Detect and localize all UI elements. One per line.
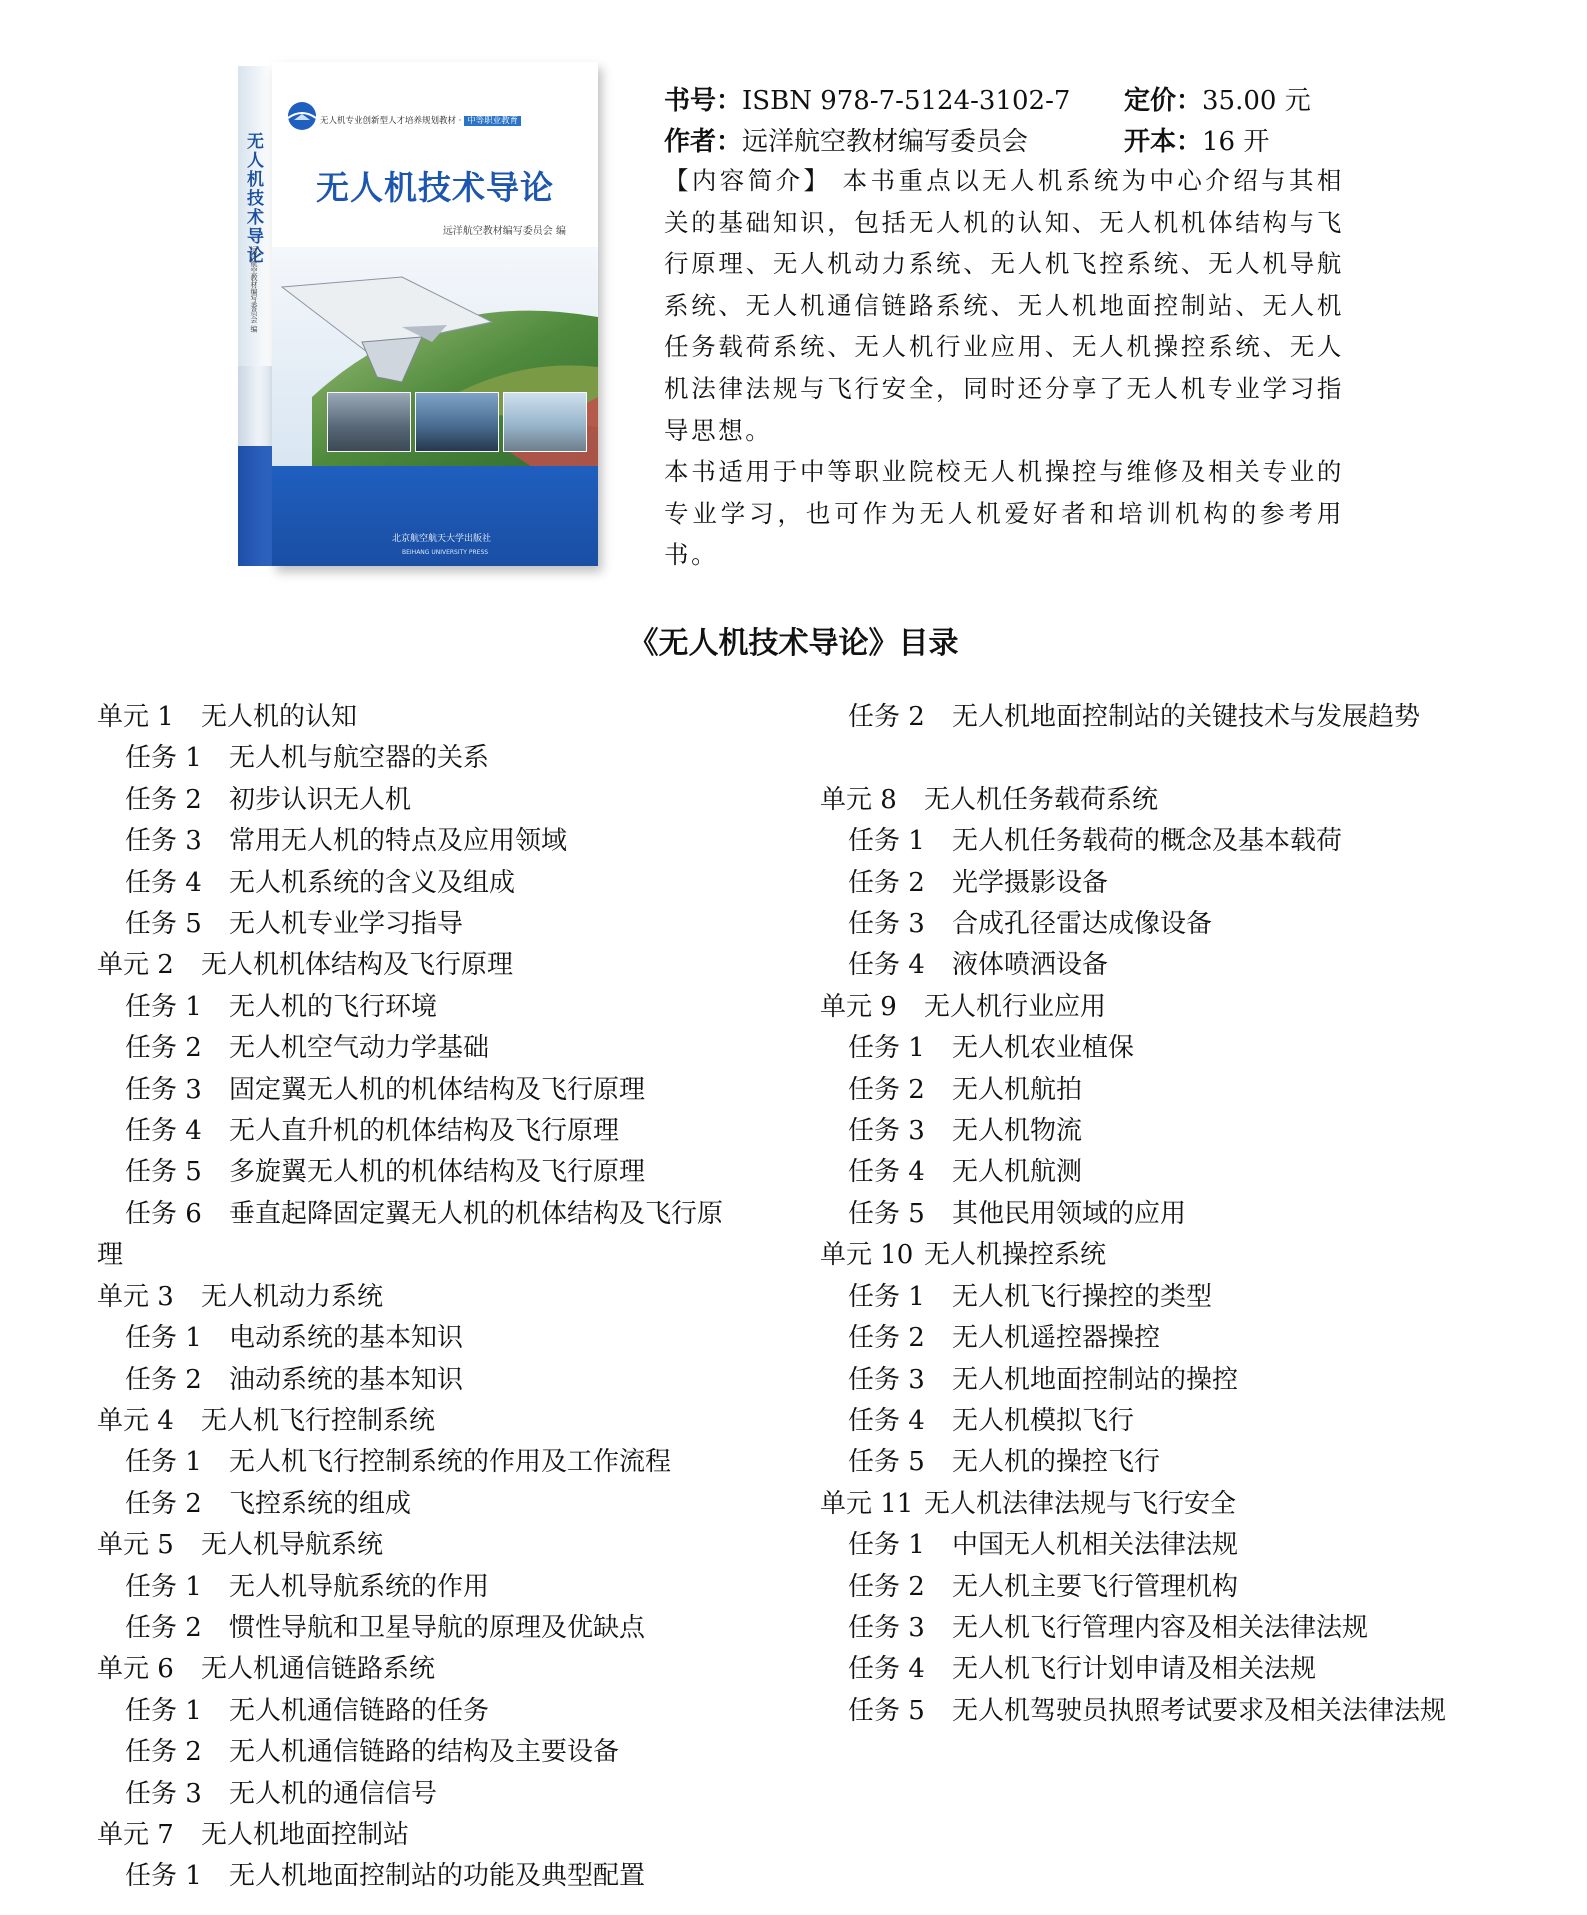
toc-unit-title: 无人机法律法规与飞行安全 — [924, 1488, 1237, 1519]
toc-unit-row — [97, 1649, 777, 1690]
toc-task-title: 无人机主要飞行管理机构 — [952, 1571, 1239, 1602]
toc-task-number: 任务 2 — [125, 1612, 202, 1643]
toc-task-number: 任务 4 — [125, 867, 202, 898]
toc-unit-number: 单元 5 — [97, 1530, 174, 1561]
toc-task-row — [97, 863, 777, 904]
book-introduction — [664, 160, 1344, 576]
toc-task-title: 无人机模拟飞行 — [952, 1405, 1135, 1436]
toc-task-number: 任务 3 — [848, 1116, 925, 1147]
toc-unit-row — [97, 1277, 777, 1318]
toc-task-number: 任务 1 — [125, 743, 202, 774]
toc-task-row — [820, 1194, 1520, 1235]
toc-task-title: 无人机地面控制站的功能及典型配置 — [229, 1861, 646, 1892]
toc-task-row — [97, 1774, 777, 1815]
toc-task-number: 任务 2 — [125, 1488, 202, 1519]
toc-task-row — [820, 1277, 1520, 1318]
toc-task-row — [820, 1442, 1520, 1483]
toc-task-title: 合成孔径雷达成像设备 — [952, 909, 1213, 940]
toc-task-row — [820, 1401, 1520, 1442]
toc-task-number: 任务 5 — [125, 909, 202, 940]
toc-task-row — [97, 1028, 777, 1069]
toc-task-title: 无人机通信链路的结构及主要设备 — [229, 1737, 620, 1768]
toc-task-number: 任务 2 — [848, 867, 925, 898]
toc-task-row — [820, 1111, 1520, 1152]
toc-task-title: 无人机与航空器的关系 — [229, 743, 490, 774]
toc-task-row — [97, 1070, 777, 1111]
toc-task-number: 任务 3 — [125, 1074, 202, 1105]
toc-task-row — [97, 1608, 777, 1649]
spine-title: 无人机技术导论 — [243, 132, 263, 265]
toc-task-number: 任务 4 — [125, 1116, 202, 1147]
toc-task-row — [820, 1691, 1520, 1732]
toc-task-number: 任务 3 — [125, 826, 202, 857]
toc-task-number: 任务 1 — [125, 1571, 202, 1602]
toc-task-title: 无人机地面控制站的关键技术与发展趋势 — [952, 702, 1421, 732]
toc-unit-title: 无人机任务载荷系统 — [924, 784, 1159, 815]
toc-unit-row — [820, 1484, 1520, 1525]
toc-unit-title: 无人机的认知 — [201, 702, 358, 732]
toc-unit-row — [820, 1235, 1520, 1276]
toc-task-row — [820, 1649, 1520, 1690]
toc-task-title: 无人机空气动力学基础 — [229, 1033, 490, 1064]
toc-unit-row — [97, 1401, 777, 1442]
toc-unit-number: 单元 11 — [820, 1488, 914, 1519]
cover-author: 远洋航空教材编写委员会 编 — [442, 226, 566, 237]
toc-task-row — [97, 780, 777, 821]
toc-task-number: 任务 4 — [848, 950, 925, 981]
toc-task-row — [820, 1318, 1520, 1359]
toc-task-title: 中国无人机相关法律法规 — [952, 1530, 1239, 1561]
toc-title: 《无人机技术导论》目录 — [628, 626, 959, 661]
toc-task-number: 任务 2 — [848, 1074, 925, 1105]
toc-task-row — [97, 987, 777, 1028]
price-value: 35.00 元 — [1202, 86, 1311, 116]
cover-photo-2 — [415, 392, 499, 452]
toc-task-number: 任务 2 — [125, 1033, 202, 1064]
cover-series-text: 无人机专业创新型人才培养规划教材 · — [320, 116, 465, 126]
spine-author: 远洋航空教材编写委员会 编 — [250, 246, 258, 333]
toc-task-title: 常用无人机的特点及应用领域 — [229, 826, 568, 857]
toc-task-title: 电动系统的基本知识 — [229, 1323, 464, 1354]
toc-task-number: 任务 1 — [848, 1033, 925, 1064]
author-label: 作者： — [664, 127, 743, 157]
toc-task-row — [97, 1318, 777, 1359]
toc-task-number: 任务 2 — [125, 1737, 202, 1768]
isbn-value: ISBN 978-7-5124-3102-7 — [742, 86, 1071, 116]
toc-unit-row — [820, 780, 1520, 821]
price-line — [1124, 80, 1311, 117]
toc-task-title: 无人机导航系统的作用 — [229, 1571, 490, 1602]
series-logo-icon — [284, 98, 320, 134]
toc-task-title: 无人机航拍 — [952, 1074, 1083, 1105]
toc-task-row — [97, 1567, 777, 1608]
toc-task-number: 任务 4 — [848, 1157, 925, 1188]
toc-task-number: 任务 1 — [848, 826, 925, 857]
toc-task-row — [97, 1152, 777, 1193]
toc-task-row — [820, 863, 1520, 904]
toc-unit-title: 无人机飞行控制系统 — [201, 1405, 436, 1436]
cover-photo-1 — [327, 392, 411, 452]
cover-front — [272, 62, 598, 566]
toc-task-row — [820, 821, 1520, 862]
isbn-line — [664, 80, 1070, 117]
toc-task-number: 任务 1 — [848, 1281, 925, 1312]
toc-task-row — [820, 1360, 1520, 1401]
toc-task-row — [820, 697, 1520, 738]
toc-task-row — [97, 821, 777, 862]
toc-task-title: 无人机通信链路的任务 — [229, 1695, 490, 1726]
author-line — [664, 121, 1028, 158]
toc-task-title-continuation: 理 — [97, 1240, 124, 1271]
toc-task-row — [820, 1525, 1520, 1566]
toc-unit-title: 无人机地面控制站 — [201, 1819, 410, 1850]
toc-task-number: 任务 3 — [848, 909, 925, 940]
intro-paragraph-1: 【内容简介】 本书重点以无人机系统为中心介绍与其相关的基础知识，包括无人机的认知、无人机机体结构与飞行原理、无人机动力系统、无人机飞控系统、无人机导航系统、无人机通信链路系统、无人机地面控制站、无人机任务载荷系统、无人机行业应用、无人机操控系统、无人机法律法规与飞行安全，同时还分享了无人机专业学习指导思想。 — [664, 166, 1344, 445]
toc-task-title: 多旋翼无人机的机体结构及飞行原理 — [229, 1157, 646, 1188]
toc-unit-row — [97, 1525, 777, 1566]
publisher-name-en: BEIHANG UNIVERSITY PRESS — [402, 549, 489, 556]
cover-series-tag: 中等职业教育 — [464, 116, 521, 126]
toc-spacer — [820, 738, 1520, 779]
toc-right-column — [820, 697, 1520, 1732]
toc-task-title: 无人机的操控飞行 — [952, 1447, 1161, 1478]
toc-task-title: 无人机遥控器操控 — [952, 1323, 1161, 1354]
toc-task-title: 无人机的飞行环境 — [229, 991, 438, 1022]
toc-task-row — [820, 1152, 1520, 1193]
toc-task-row — [820, 1567, 1520, 1608]
book-cover — [238, 62, 598, 566]
toc-task-title: 液体喷洒设备 — [952, 950, 1109, 981]
toc-task-title: 无人机飞行计划申请及相关法规 — [952, 1654, 1317, 1685]
toc-task-row — [820, 904, 1520, 945]
toc-unit-number: 单元 7 — [97, 1819, 174, 1850]
intro-paragraph-2: 本书适用于中等职业院校无人机操控与维修及相关专业的专业学习，也可作为无人机爱好者和培训机构的参考用书。 — [664, 457, 1344, 570]
toc-task-title: 其他民用领域的应用 — [952, 1198, 1187, 1229]
toc-task-number: 任务 4 — [848, 1654, 925, 1685]
toc-task-row — [97, 1360, 777, 1401]
toc-task-row — [97, 904, 777, 945]
toc-task-number: 任务 2 — [125, 1364, 202, 1395]
spine-bottom-panel — [238, 446, 272, 566]
toc-task-number: 任务 2 — [125, 784, 202, 815]
toc-task-title: 无人机的通信信号 — [229, 1778, 438, 1809]
toc-task-title: 无人直升机的机体结构及飞行原理 — [229, 1116, 620, 1147]
toc-task-title: 光学摄影设备 — [952, 867, 1109, 898]
toc-unit-number: 单元 10 — [820, 1240, 914, 1271]
toc-task-row — [97, 1442, 777, 1483]
book-spine — [238, 66, 272, 562]
toc-task-number: 任务 2 — [848, 1323, 925, 1354]
toc-task-row — [820, 1070, 1520, 1111]
toc-unit-title: 无人机行业应用 — [924, 991, 1107, 1022]
toc-task-number: 任务 5 — [848, 1447, 925, 1478]
toc-unit-title: 无人机操控系统 — [924, 1240, 1107, 1271]
toc-task-number: 任务 1 — [848, 1530, 925, 1561]
cover-series — [320, 114, 521, 126]
toc-task-title: 无人机飞行控制系统的作用及工作流程 — [229, 1447, 672, 1478]
toc-task-row — [97, 1732, 777, 1773]
toc-task-title: 固定翼无人机的机体结构及飞行原理 — [229, 1074, 646, 1105]
toc-task-title: 惯性导航和卫星导航的原理及优缺点 — [229, 1612, 646, 1643]
toc-task-number: 任务 6 — [125, 1198, 202, 1229]
toc-unit-title: 无人机动力系统 — [201, 1281, 384, 1312]
toc-task-title: 无人机飞行管理内容及相关法律法规 — [952, 1612, 1369, 1643]
price-label: 定价： — [1124, 86, 1203, 116]
toc-unit-title: 无人机导航系统 — [201, 1530, 384, 1561]
toc-unit-row — [97, 945, 777, 986]
toc-task-number: 任务 1 — [125, 1447, 202, 1478]
toc-task-title: 无人机地面控制站的操控 — [952, 1364, 1239, 1395]
toc-task-title: 无人机飞行操控的类型 — [952, 1281, 1213, 1312]
toc-task-row — [97, 738, 777, 779]
toc-task-number: 任务 1 — [125, 1323, 202, 1354]
toc-task-row — [820, 945, 1520, 986]
toc-unit-number: 单元 8 — [820, 784, 897, 815]
toc-task-title: 无人机驾驶员执照考试要求及相关法律法规 — [952, 1695, 1447, 1726]
toc-unit-row — [97, 697, 777, 738]
cover-title: 无人机技术导论 — [316, 168, 554, 207]
toc-task-row — [97, 1691, 777, 1732]
toc-task-title: 初步认识无人机 — [229, 784, 412, 815]
toc-task-number: 任务 5 — [848, 1695, 925, 1726]
toc-task-title: 垂直起降固定翼无人机的机体结构及飞行原 — [229, 1198, 724, 1229]
cover-photo-strip — [327, 392, 587, 452]
toc-task-number: 任务 5 — [125, 1157, 202, 1188]
toc-task-row — [97, 1856, 777, 1897]
toc-unit-row — [820, 987, 1520, 1028]
toc-task-row — [97, 1111, 777, 1152]
toc-task-title: 无人机物流 — [952, 1116, 1083, 1147]
format-label: 开本： — [1124, 127, 1203, 157]
toc-task-number: 任务 1 — [125, 1861, 202, 1892]
toc-task-number: 任务 3 — [848, 1364, 925, 1395]
toc-task-number: 任务 3 — [848, 1612, 925, 1643]
toc-unit-title: 无人机机体结构及飞行原理 — [201, 950, 514, 981]
isbn-label: 书号： — [664, 86, 743, 116]
toc-task-number: 任务 3 — [125, 1778, 202, 1809]
toc-left-column — [97, 697, 777, 1898]
toc-task-title: 油动系统的基本知识 — [229, 1364, 464, 1395]
toc-task-row — [820, 1028, 1520, 1069]
toc-task-title: 无人机任务载荷的概念及基本载荷 — [952, 826, 1343, 857]
toc-task-row — [97, 1194, 777, 1235]
toc-task-title: 无人机航测 — [952, 1157, 1083, 1188]
toc-unit-number: 单元 4 — [97, 1405, 174, 1436]
toc-task-title: 无人机系统的含义及组成 — [229, 867, 516, 898]
toc-task-title: 飞控系统的组成 — [229, 1488, 412, 1519]
toc-unit-number: 单元 2 — [97, 950, 174, 981]
toc-task-title: 无人机专业学习指导 — [229, 909, 464, 940]
toc-unit-number: 单元 6 — [97, 1654, 174, 1685]
toc-unit-number: 单元 9 — [820, 991, 897, 1022]
toc-task-number: 任务 1 — [125, 1695, 202, 1726]
toc-task-number: 任务 2 — [848, 1571, 925, 1602]
cover-photo-3 — [503, 392, 587, 452]
author-value: 远洋航空教材编写委员会 — [742, 127, 1029, 157]
toc-task-row — [820, 1608, 1520, 1649]
toc-task-title: 无人机农业植保 — [952, 1033, 1135, 1064]
toc-unit-number: 单元 1 — [97, 702, 174, 732]
format-value: 16 开 — [1202, 127, 1270, 157]
toc-task-number: 任务 1 — [125, 991, 202, 1022]
toc-unit-row — [97, 1815, 777, 1856]
toc-task-row — [97, 1484, 777, 1525]
toc-task-number: 任务 5 — [848, 1198, 925, 1229]
toc-unit-title: 无人机通信链路系统 — [201, 1654, 436, 1685]
toc-unit-number: 单元 3 — [97, 1281, 174, 1312]
toc-task-number: 任务 2 — [848, 702, 925, 732]
toc-task-number: 任务 4 — [848, 1405, 925, 1436]
publisher-name: 北京航空航天大学出版社 — [392, 534, 492, 544]
format-line — [1124, 121, 1269, 158]
